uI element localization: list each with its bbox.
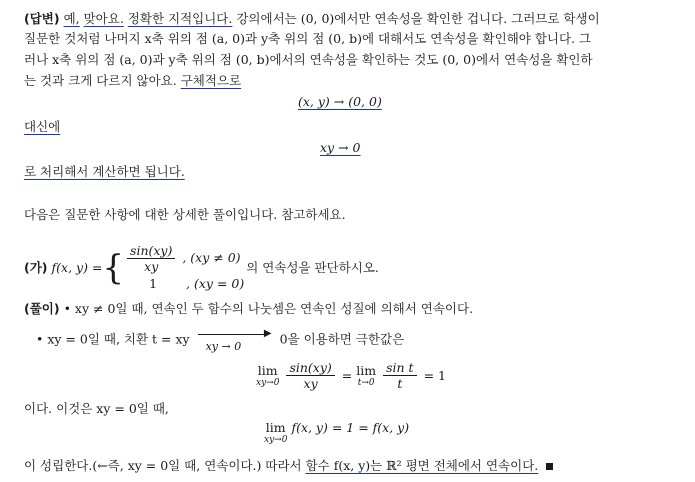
solution-line-2	[36, 328, 405, 353]
limit-equation: lim xy→0 $\frac{\sin(xy)}{xy}$ = lim t→0 $\frac{\text{sin t}}{t}$ = 1	[256, 360, 446, 391]
lim-3: lim xy→0	[264, 420, 288, 445]
problem-label: (가)	[24, 260, 48, 275]
answer-text-4: 는 것과 크게 다르지 않아요.	[24, 73, 177, 88]
answer-line-1	[24, 10, 600, 28]
answer-right: 맞아요.	[83, 11, 124, 26]
final-text: 이 성립한다.(←즉, xy = 0일 때, 연속이다.) 따라서	[24, 458, 302, 473]
answer-label: (답변)	[24, 11, 60, 26]
case1-fraction: $\frac{\sin(xy)}{xy}$	[127, 243, 175, 274]
piecewise-cases	[124, 243, 244, 294]
case2-condition: , (xy = 0)	[186, 275, 245, 291]
answer-line-3: 러나 x축 위의 점 (a, 0)과 y축 위의 점 (0, b)에서의 연속성을 확인하는 것도 (0, 0)에서 연속성을 확인하	[24, 52, 593, 67]
solution-line-3: 이다. 이것은 xy = 0일 때,	[24, 401, 169, 416]
problem-statement	[24, 242, 379, 291]
answer-line-5: 로 처리해서 계산하면 됩니다.	[24, 164, 185, 179]
arrow-icon: ▶ xy → 0	[198, 330, 272, 350]
lim-2: lim t→0	[356, 363, 377, 388]
solution-line-1	[24, 300, 473, 318]
arrow-label: xy → 0	[205, 340, 242, 353]
bullet-2: • xy = 0일 때, 치환 t = xy	[36, 331, 190, 347]
lim-1-fraction: $\frac{\sin(xy)}{xy}$	[286, 360, 334, 391]
case1-condition: , (xy ≠ 0)	[182, 249, 241, 265]
instead-label: 대신에	[24, 119, 61, 134]
solution-label: (풀이)	[24, 301, 60, 316]
qed-icon	[546, 463, 553, 470]
problem-tail: 의 연속성을 판단하시오.	[246, 260, 379, 275]
final-conclusion: 함수 f(x, y)는 ℝ² 평면 전체에서 연속이다.	[305, 458, 539, 473]
solution-final	[24, 457, 553, 475]
expr-xy-to-origin: (x, y) → (0, 0)	[298, 94, 382, 109]
answer-line-2: 질문한 것처럼 나머지 x축 위의 점 (a, 0)과 y축 위의 점 (0, b)에 대해서도 연속성을 확인해야 합니다. 그	[24, 31, 592, 46]
answer-line-4	[24, 72, 241, 90]
case2-value: 1	[149, 275, 158, 291]
concretely: 구체적으로	[180, 73, 242, 88]
answer-yes: 예,	[63, 11, 80, 26]
bullet-1: • xy ≠ 0일 때, 연속인 두 함수의 나눗셈은 연속인 성질에 의해서 연속이다.	[63, 301, 474, 316]
bullet-2-tail: 0을 이용하면 극한값은	[279, 331, 405, 347]
answer-exact: 정확한 지적입니다.	[127, 11, 233, 26]
lim-1: lim xy→0	[256, 363, 280, 388]
intro-text: 다음은 질문한 사항에 대한 상세한 풀이입니다. 참고하세요.	[24, 207, 346, 222]
left-brace: {	[102, 248, 125, 288]
limit-f-equation: lim xy→0 f(x, y) = 1 = f(x, y)	[264, 420, 410, 445]
expr-product-to-zero: xy → 0	[320, 140, 361, 155]
function-name: f(x, y) =	[51, 260, 103, 275]
answer-text-1: 강의에서는 (0, 0)에서만 연속성을 확인한 겁니다. 그러므로 학생이	[236, 11, 600, 26]
lim-2-fraction: $\frac{\text{sin t}}{t}$	[383, 360, 416, 391]
